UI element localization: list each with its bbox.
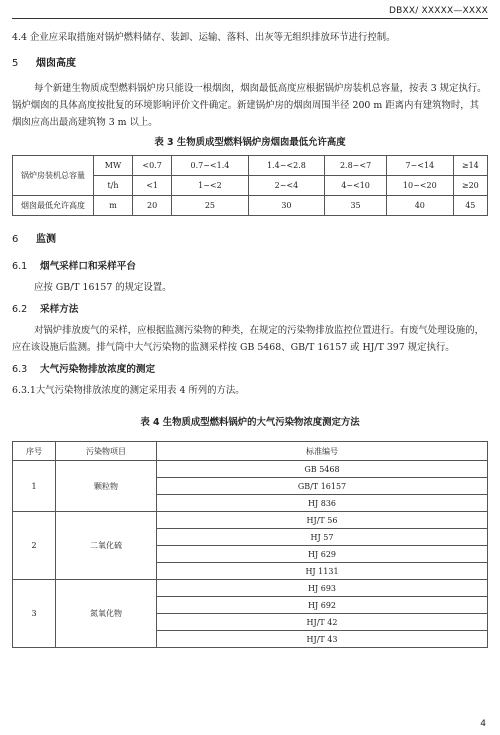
section-6-2-paragraph: 对锅炉排放废气的采样，应根据监测污染物的种类，在规定的污染物排放监控位置进行。有废气处理设施的，应在该设施后监测。排气筒中大气污染物的监测采样按 GB 5468、GB/T 16157 或 HJ/T 397 规定执行。 [12,325,485,353]
standard-cell: HJ 629 [157,546,488,563]
table-row [13,512,488,529]
standard-cell: HJ 57 [157,529,488,546]
table-cell: 10~<20 [386,176,453,196]
standard-cell: GB/T 16157 [157,478,488,495]
row-number-cell: 1 [13,461,56,512]
table-4-caption: 表 4 生物质成型燃料锅炉的大气污染物浓度测定方法 [140,417,360,428]
table-3-caption: 表 3 生物质成型燃料锅炉房烟囱最低允许高度 [154,137,346,148]
row-number-cell: 2 [13,512,56,580]
table-cell: 45 [453,196,487,216]
section-title: 采样方法 [40,304,79,315]
table-cell: 0.7~<1.4 [172,156,248,176]
table-cell: 1~<2 [172,176,248,196]
table-cell: 35 [325,196,387,216]
table-cell: 20 [133,196,172,216]
section-6-1-heading [12,259,488,275]
page-number: 4 [480,719,486,729]
standard-cell: HJ 836 [157,495,488,512]
table-cell: ≥14 [453,156,487,176]
standard-cell: HJ/T 43 [157,631,488,648]
table-cell: 30 [248,196,324,216]
table-cell: 7~<14 [386,156,453,176]
section-number: 6.2 [12,304,28,315]
section-number: 6.1 [12,261,28,272]
table-cell: 40 [386,196,453,216]
unit-cell: m [94,196,133,216]
section-5-paragraph: 每个新建生物质成型燃料锅炉房只能设一根烟囱，烟囱最低高度应根据锅炉房装机总容量，按表 3 规定执行。锅炉烟囱的具体高度按批复的环境影响评价文件确定。新建锅炉房的烟囱周围半径 200 m 距离内有建筑物时，其烟囱应高出最高建筑物 3 m 以上。 [12,83,487,128]
section-6-heading [12,232,488,248]
section-number: 5 [12,58,19,69]
table-cell: <1 [133,176,172,196]
table-row [13,156,488,176]
table-cell: 25 [172,196,248,216]
section-number: 6.3 [12,364,28,375]
section-number: 6 [12,234,19,245]
standard-cell: GB 5468 [157,461,488,478]
column-header: 序号 [13,442,56,461]
table-cell: ≥20 [453,176,487,196]
height-label-cell: 烟囱最低允许高度 [13,196,94,216]
clause-6-3-1: 6.3.1大气污染物排放浓度的测定采用表 4 所列的方法。 [12,385,245,396]
standard-cell: HJ 692 [157,597,488,614]
header-divider [12,18,488,19]
table-3 [12,155,488,216]
section-6-3-heading [12,362,488,378]
standard-cell: HJ 1131 [157,563,488,580]
capacity-label-cell: 锅炉房装机总容量 [13,156,94,196]
standard-cell: HJ/T 42 [157,614,488,631]
section-title: 监测 [36,234,56,245]
section-title: 烟囱高度 [36,58,76,69]
unit-cell: t/h [94,176,133,196]
section-title: 烟气采样口和采样平台 [40,261,136,272]
section-6-1-paragraph: 应按 GB/T 16157 的规定设置。 [34,282,172,293]
pollutant-cell: 颗粒物 [56,461,157,512]
clause-4-4: 4.4 企业应采取措施对锅炉燃料储存、装卸、运输、落料、出灰等无组织排放环节进行控制。 [12,32,396,43]
unit-cell: MW [94,156,133,176]
pollutant-cell: 氮氧化物 [56,580,157,648]
table-row [13,461,488,478]
standard-cell: HJ/T 56 [157,512,488,529]
table-4 [12,441,488,648]
column-header: 污染物项目 [56,442,157,461]
table-row [13,196,488,216]
pollutant-cell: 二氧化硫 [56,512,157,580]
section-5-heading [12,56,488,72]
table-cell: 1.4~<2.8 [248,156,324,176]
table-row [13,580,488,597]
section-title: 大气污染物排放浓度的测定 [40,364,156,375]
table-cell: 2~<4 [248,176,324,196]
table-cell: 4~<10 [325,176,387,196]
table-cell: 2.8~<7 [325,156,387,176]
table-cell: <0.7 [133,156,172,176]
table-header-row [13,442,488,461]
standard-cell: HJ 693 [157,580,488,597]
page-content [12,24,488,648]
row-number-cell: 3 [13,580,56,648]
column-header: 标准编号 [157,442,488,461]
document-code: DBXX/ XXXXX—XXXX [388,6,488,16]
section-6-2-heading [12,302,488,318]
